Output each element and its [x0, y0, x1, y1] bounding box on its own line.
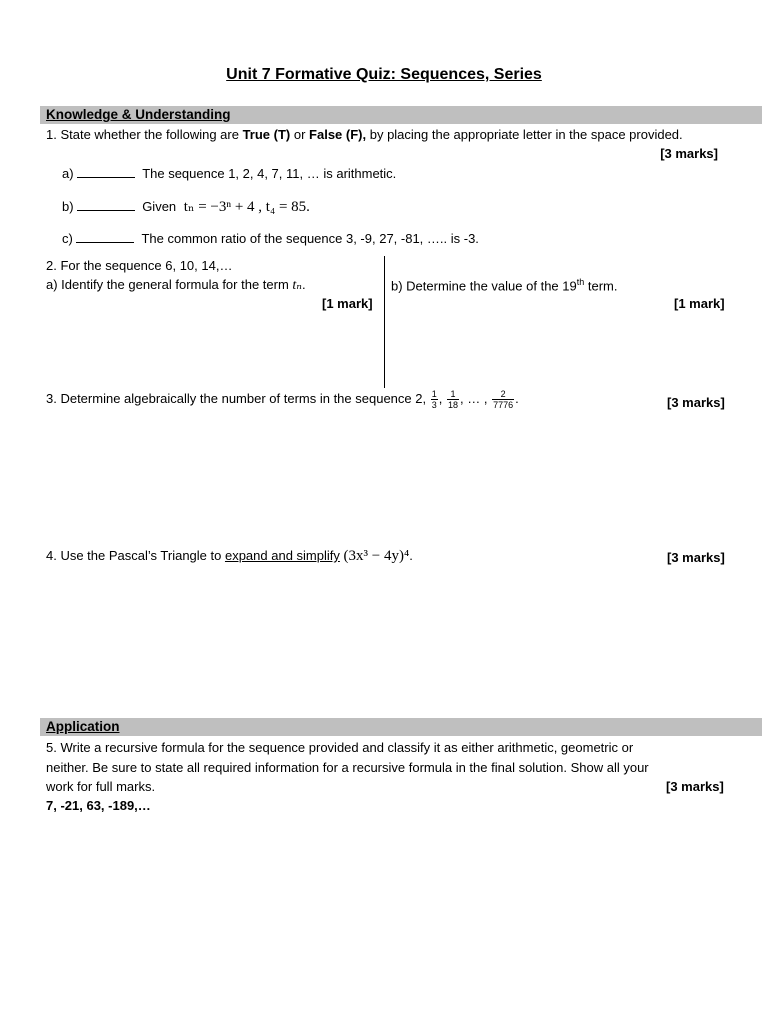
- question-5-line: neither. Be sure to state all required information for a recursive formula in the final solution. Show all your: [46, 760, 649, 775]
- fraction: $\frac{1}{18}$: [447, 389, 458, 410]
- question-2-stem: 2. For the sequence 6, 10, 14,…: [46, 258, 233, 273]
- binomial-expression: (3x³ − 4y)⁴: [343, 548, 410, 564]
- question-5-marks: [3 marks]: [666, 779, 724, 794]
- question-4: 4. Use the Pascal’s Triangle to expand and simplify (3x³ − 4y)⁴.: [46, 548, 413, 564]
- page-title: Unit 7 Formative Quiz: Sequences, Series: [226, 66, 542, 83]
- section-title: Application: [46, 719, 120, 734]
- section-header-knowledge: [40, 106, 762, 124]
- equation-given: tₙ = −3ⁿ + 4 , t₄ = 85.: [183, 199, 310, 215]
- answer-blank-1c[interactable]: [76, 231, 134, 243]
- question-2b: b) Determine the value of the 19th term.: [391, 277, 618, 294]
- question-3: 3. Determine algebraically the number of terms in the sequence 2, $\frac{1}{3}$ , $\frac{1}{18}$ , … , $\frac{2}{7776}$ .: [46, 389, 519, 410]
- fraction: $\frac{2}{7776}$: [493, 389, 514, 410]
- question-4-marks: [3 marks]: [667, 550, 725, 565]
- question-5-line: 5. Write a recursive formula for the sequence provided and classify it as either arithmetic, geometric or: [46, 740, 634, 755]
- question-2a-marks: [1 mark]: [322, 296, 373, 311]
- question-1b: b) Given tₙ = −3ⁿ + 4 , t₄ = 85.: [62, 199, 310, 215]
- fraction: $\frac{1}{3}$: [431, 389, 437, 410]
- column-divider: [384, 256, 385, 388]
- question-2b-marks: [1 mark]: [674, 296, 725, 311]
- answer-blank-1a[interactable]: [77, 166, 135, 178]
- section-header-application: [40, 718, 762, 736]
- question-5-sequence: 7, -21, 63, -189,…: [46, 798, 151, 813]
- question-5-line: work for full marks.: [46, 779, 156, 794]
- question-1-marks: [3 marks]: [660, 146, 718, 161]
- section-title: Knowledge & Understanding: [46, 107, 231, 122]
- question-1-stem: 1. State whether the following are True (T) or False (F), by placing the appropriate letter in the space provided.: [46, 127, 683, 142]
- question-3-marks: [3 marks]: [667, 395, 725, 410]
- question-2a: a) Identify the general formula for the term tₙ.: [46, 277, 306, 293]
- answer-blank-1b[interactable]: [77, 199, 135, 211]
- question-1a: a) The sequence 1, 2, 4, 7, 11, … is arithmetic.: [62, 166, 397, 181]
- question-1c: c) The common ratio of the sequence 3, -9, 27, -81, ….. is -3.: [62, 231, 479, 246]
